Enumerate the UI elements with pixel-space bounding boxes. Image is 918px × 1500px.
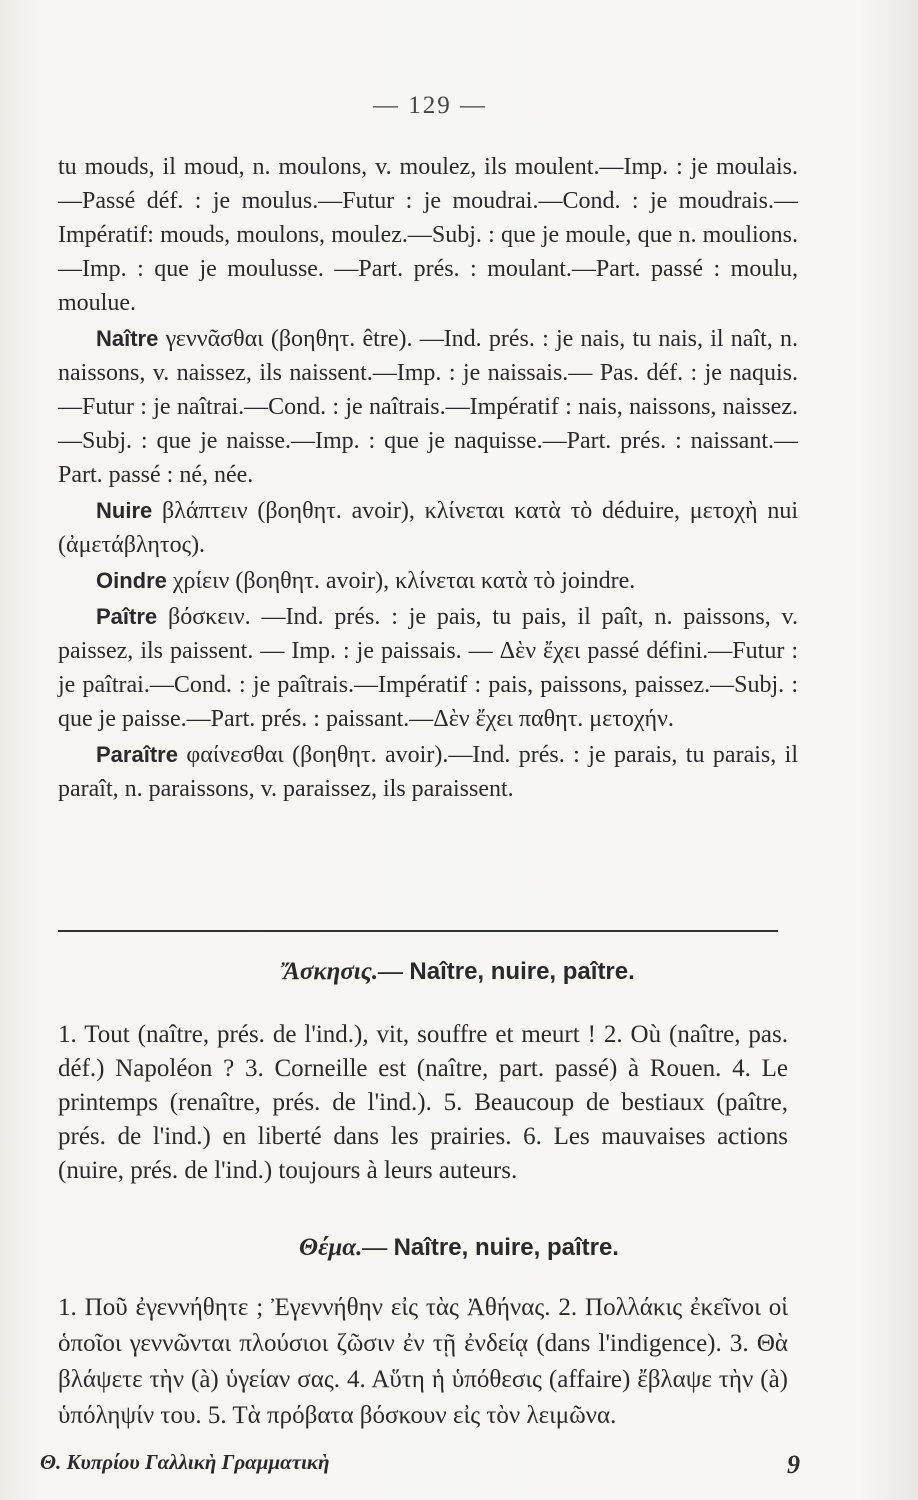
entry-text: γεννᾶσθαι (βοηθητ. être). —Ind. prés. : je nais, tu nais, il naît, n. naissons, v. naissez, ils naissent.—Imp. : je naissais.— Pas. déf. : je naquis. —Futur : je naîtrai.—Cond. : je naîtrais.—Impératif : nais, naissons, naissez.—Subj. : que je naisse.—Imp. : que je naquisse.—Part. prés. : naissant.—Part. passé : né, née. xyxy=(58,326,799,488)
footer-title: Θ. Κυπρίου Γαλλικὴ Γραμματικὴ xyxy=(40,1450,330,1474)
theme-heading xyxy=(0,1234,918,1262)
entry-headword: Naître xyxy=(96,326,159,351)
exercise-text: 1. Tout (naître, prés. de l'ind.), vit, souffre et meurt ! 2. Où (naître, pas. déf.) Napoléon ? 3. Corneille est (naître, part. passé) à Rouen. 4. Le printemps (renaître, prés. de l'ind.). 5. Beaucoup de bestiaux (paître, prés. de l'ind.) en liberté dans les prairies. 6. Les mauvaises actions (nuire, prés. de l'ind.) toujours à leurs auteurs. xyxy=(58,1021,788,1184)
theme-text: 1. Ποῦ ἐγεννήθητε ; Ἐγεννήθην εἰς τὰς Ἀθήνας. 2. Πολλάκις ἐκεῖνοι οἱ ὁποῖοι γεννῶνται πλούσιοι ζῶσιν ἐν τῇ ἐνδείᾳ (dans l'indigence). 3. Θὰ βλάψετε τὴν (à) ὑγείαν σας. 4. Αὕτη ἡ ὑπόθεσις (affaire) ἔβλαψε τὴν (à) ὑπόληψίν του. 5. Τὰ πρόβατα βόσκουν εἰς τὸν λειμῶνα. xyxy=(58,1294,788,1429)
entry-moudre-continued xyxy=(58,150,798,320)
entry-text: tu mouds, il moud, n. moulons, v. moulez, ils moulent.—Imp. : je moulais.—Passé déf. : je moulus.—Futur : je moudrai.—Cond. : je moudrais.—Impératif: mouds, moulons, moulez.—Subj. : que je moule, que n. moulions.—Imp. : que je moulusse. —Part. prés. : moulant.—Part. passé : moulu, moulue. xyxy=(58,154,798,316)
theme-heading-greek: Θέμα.— xyxy=(299,1234,388,1261)
entry-text: βόσκειν. —Ind. prés. : je pais, tu pais, il paît, n. paissons, v. paissez, ils paissent. — Imp. : je paissais. — Δὲν ἔχει passé défini.—Futur : je paîtrai.—Cond. : je paîtrais.—Impératif : pais, paissons, paissez.—Subj. : que je paisse.—Part. prés. : paissant.—Δὲν ἔχει παθητ. μετοχήν. xyxy=(58,604,799,732)
entry-text: βλάπτειν (βοηθητ. avoir), κλίνεται κατὰ τὸ déduire, μετοχὴ nui (ἀμετάβλητος). xyxy=(58,498,798,558)
exercise-heading xyxy=(0,958,918,986)
entry-paraitre xyxy=(58,738,798,806)
entry-paitre xyxy=(58,600,798,736)
section-divider xyxy=(58,930,778,932)
page-number: — 129 — xyxy=(373,92,487,119)
entry-headword: Nuire xyxy=(96,498,153,523)
signature-mark: 9 xyxy=(787,1450,800,1479)
footer xyxy=(40,1450,800,1479)
entry-text: χρίειν (βοηθητ. avoir), κλίνεται κατὰ τὸ joindre. xyxy=(172,568,636,594)
entry-text: φαίνεσθαι (βοηθητ. avoir).—Ind. prés. : je parais, tu parais, il paraît, n. paraissons, v. paraissez, ils paraissent. xyxy=(58,742,799,802)
entry-headword: Oindre xyxy=(96,568,167,593)
entry-oindre xyxy=(58,564,798,598)
exercise-heading-french: Naître, nuire, paître. xyxy=(409,958,635,985)
exercise-heading-greek: Ἄσκησις.— xyxy=(283,958,404,985)
theme-heading-french: Naître, nuire, paître. xyxy=(393,1234,619,1261)
entry-headword: Paraître xyxy=(96,742,178,767)
entry-nuire xyxy=(58,494,798,562)
entry-naitre xyxy=(58,322,798,492)
entry-headword: Paître xyxy=(96,604,158,629)
dictionary-entries xyxy=(58,150,798,808)
